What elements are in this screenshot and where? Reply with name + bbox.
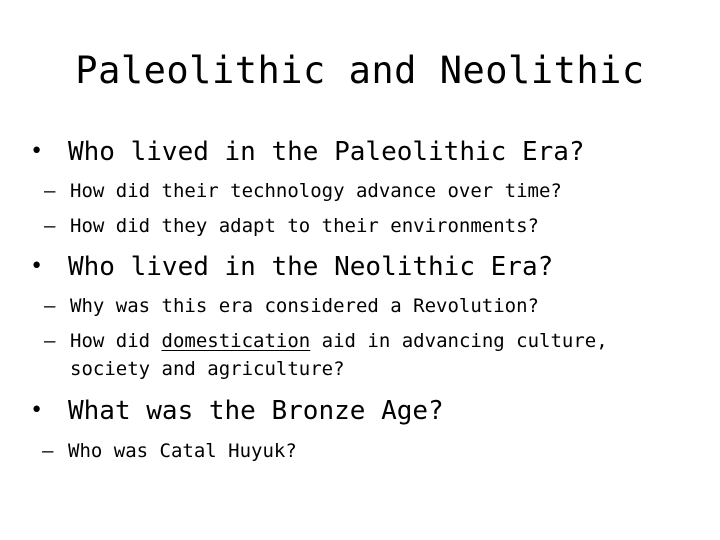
bullet-text: Who lived in the Neolithic Era? (68, 252, 554, 282)
dash-icon: – (44, 180, 56, 202)
bullet-text: Who lived in the Paleolithic Era? (68, 137, 585, 167)
sub-item (44, 327, 608, 383)
bullet-dot-icon: • (30, 139, 44, 164)
dash-icon: – (44, 330, 56, 352)
sub-item (44, 177, 562, 205)
sub-item-text: How did they adapt to their environments? (70, 215, 539, 237)
sub-item-text: How did their technology advance over time? (70, 180, 562, 202)
sub-item (44, 212, 539, 240)
bullet-neolithic (30, 250, 553, 284)
sub-item-text-post: aid in advancing culture, (310, 330, 608, 352)
sub-item-text: Why was this era considered a Revolution? (70, 295, 539, 317)
sub-item-continuation: society and agriculture? (70, 358, 345, 380)
dash-icon: – (44, 215, 56, 237)
sub-item-text-pre: How did (70, 330, 162, 352)
dash-icon: – (44, 295, 56, 317)
slide-title: Paleolithic and Neolithic (75, 49, 645, 92)
bullet-dot-icon: • (30, 398, 44, 423)
sub-item (42, 437, 297, 465)
sub-item-text: Who was Catal Huyuk? (68, 440, 297, 462)
bullet-paleolithic (30, 135, 585, 169)
bullet-bronze-age (30, 394, 444, 428)
bullet-text: What was the Bronze Age? (68, 396, 444, 426)
sub-item (44, 292, 539, 320)
underlined-term: domestication (161, 330, 311, 352)
dash-icon: – (42, 440, 54, 462)
bullet-dot-icon: • (30, 254, 44, 279)
